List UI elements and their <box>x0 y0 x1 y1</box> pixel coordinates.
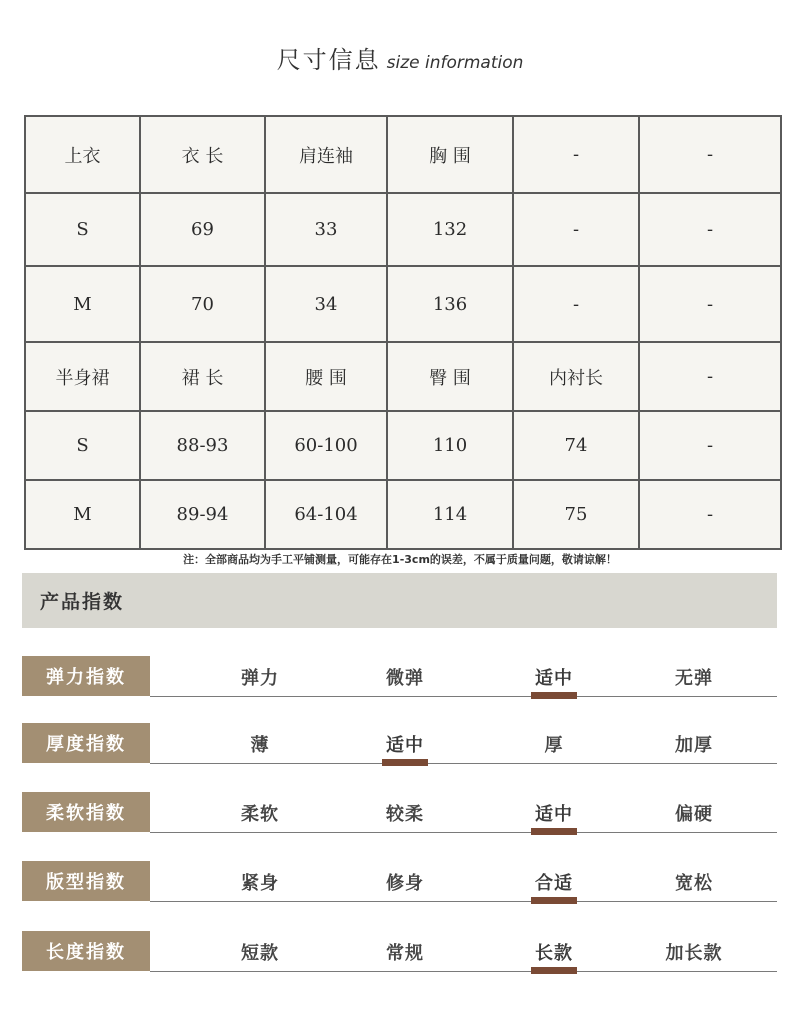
table-cell: 88-93 <box>140 411 265 480</box>
index-option: 适中 <box>509 800 599 826</box>
index-baseline <box>150 901 777 902</box>
index-baseline <box>150 696 777 697</box>
table-cell: 33 <box>265 193 387 266</box>
index-option: 薄 <box>250 735 270 756</box>
index-baseline <box>150 763 777 764</box>
table-cell: - <box>639 411 781 480</box>
index-option: 微弹 <box>386 668 424 689</box>
table-cell: 89-94 <box>140 480 265 549</box>
table-row <box>25 480 781 549</box>
index-option: 弹力 <box>241 668 279 689</box>
table-cell: - <box>639 342 781 411</box>
index-option: 偏硬 <box>675 804 713 825</box>
table-cell: 110 <box>387 411 513 480</box>
index-option: 较柔 <box>386 804 424 825</box>
index-option: 厚 <box>544 735 564 756</box>
table-cell: 69 <box>140 193 265 266</box>
index-option: 紧身 <box>241 873 279 894</box>
table-cell: M <box>25 480 140 549</box>
index-option: 无弹 <box>675 668 713 689</box>
index-option: 短款 <box>241 943 279 964</box>
index-label: 厚度指数 <box>22 723 150 763</box>
table-cell: - <box>513 116 639 193</box>
length-index-row <box>22 931 777 973</box>
product-index-title: 产品指数 <box>40 591 125 613</box>
table-cell: 70 <box>140 266 265 342</box>
table-cell: 上衣 <box>25 116 140 193</box>
index-option: 加长款 <box>665 943 723 964</box>
elasticity-index-row <box>22 656 777 698</box>
table-cell: - <box>639 116 781 193</box>
table-cell: - <box>513 193 639 266</box>
table-cell: 34 <box>265 266 387 342</box>
table-row <box>25 193 781 266</box>
index-label: 弹力指数 <box>22 656 150 696</box>
table-cell: 内衬长 <box>513 342 639 411</box>
index-option: 常规 <box>386 943 424 964</box>
table-cell: 60-100 <box>265 411 387 480</box>
table-cell: 肩连袖 <box>265 116 387 193</box>
index-option: 适中 <box>360 731 450 757</box>
table-cell: M <box>25 266 140 342</box>
index-baseline <box>150 971 777 972</box>
product-index-header <box>22 573 777 628</box>
index-option: 修身 <box>386 873 424 894</box>
table-row <box>25 342 781 411</box>
table-cell: 胸 围 <box>387 116 513 193</box>
index-option: 合适 <box>509 869 599 895</box>
index-label: 柔软指数 <box>22 792 150 832</box>
table-cell: - <box>513 266 639 342</box>
thickness-index-row <box>22 723 777 765</box>
table-row <box>25 411 781 480</box>
table-cell: - <box>639 480 781 549</box>
table-row <box>25 266 781 342</box>
index-baseline <box>150 832 777 833</box>
index-option: 长款 <box>509 939 599 965</box>
table-cell: S <box>25 193 140 266</box>
title-en: size information <box>386 53 524 73</box>
size-info-title <box>0 40 800 75</box>
index-label: 长度指数 <box>22 931 150 971</box>
title-zh: 尺寸信息 <box>276 46 381 74</box>
softness-index-row <box>22 792 777 834</box>
table-cell: 114 <box>387 480 513 549</box>
table-cell: 腰 围 <box>265 342 387 411</box>
table-cell: 136 <box>387 266 513 342</box>
table-cell: - <box>639 266 781 342</box>
size-table <box>24 115 782 550</box>
table-cell: 64-104 <box>265 480 387 549</box>
index-option: 柔软 <box>241 804 279 825</box>
index-option: 加厚 <box>675 735 713 756</box>
index-option: 宽松 <box>675 873 713 894</box>
table-cell: S <box>25 411 140 480</box>
table-cell: 衣 长 <box>140 116 265 193</box>
fit-index-row <box>22 861 777 903</box>
index-label: 版型指数 <box>22 861 150 901</box>
table-cell: 75 <box>513 480 639 549</box>
index-option: 适中 <box>509 664 599 690</box>
table-row <box>25 116 781 193</box>
table-cell: 132 <box>387 193 513 266</box>
table-cell: 74 <box>513 411 639 480</box>
table-cell: 臀 围 <box>387 342 513 411</box>
measurement-note: 注：全部商品均为手工平铺测量，可能存在1-3cm的误差，不属于质量问题，敬请谅解！ <box>183 553 617 566</box>
table-cell: 裙 长 <box>140 342 265 411</box>
table-cell: - <box>639 193 781 266</box>
table-cell: 半身裙 <box>25 342 140 411</box>
